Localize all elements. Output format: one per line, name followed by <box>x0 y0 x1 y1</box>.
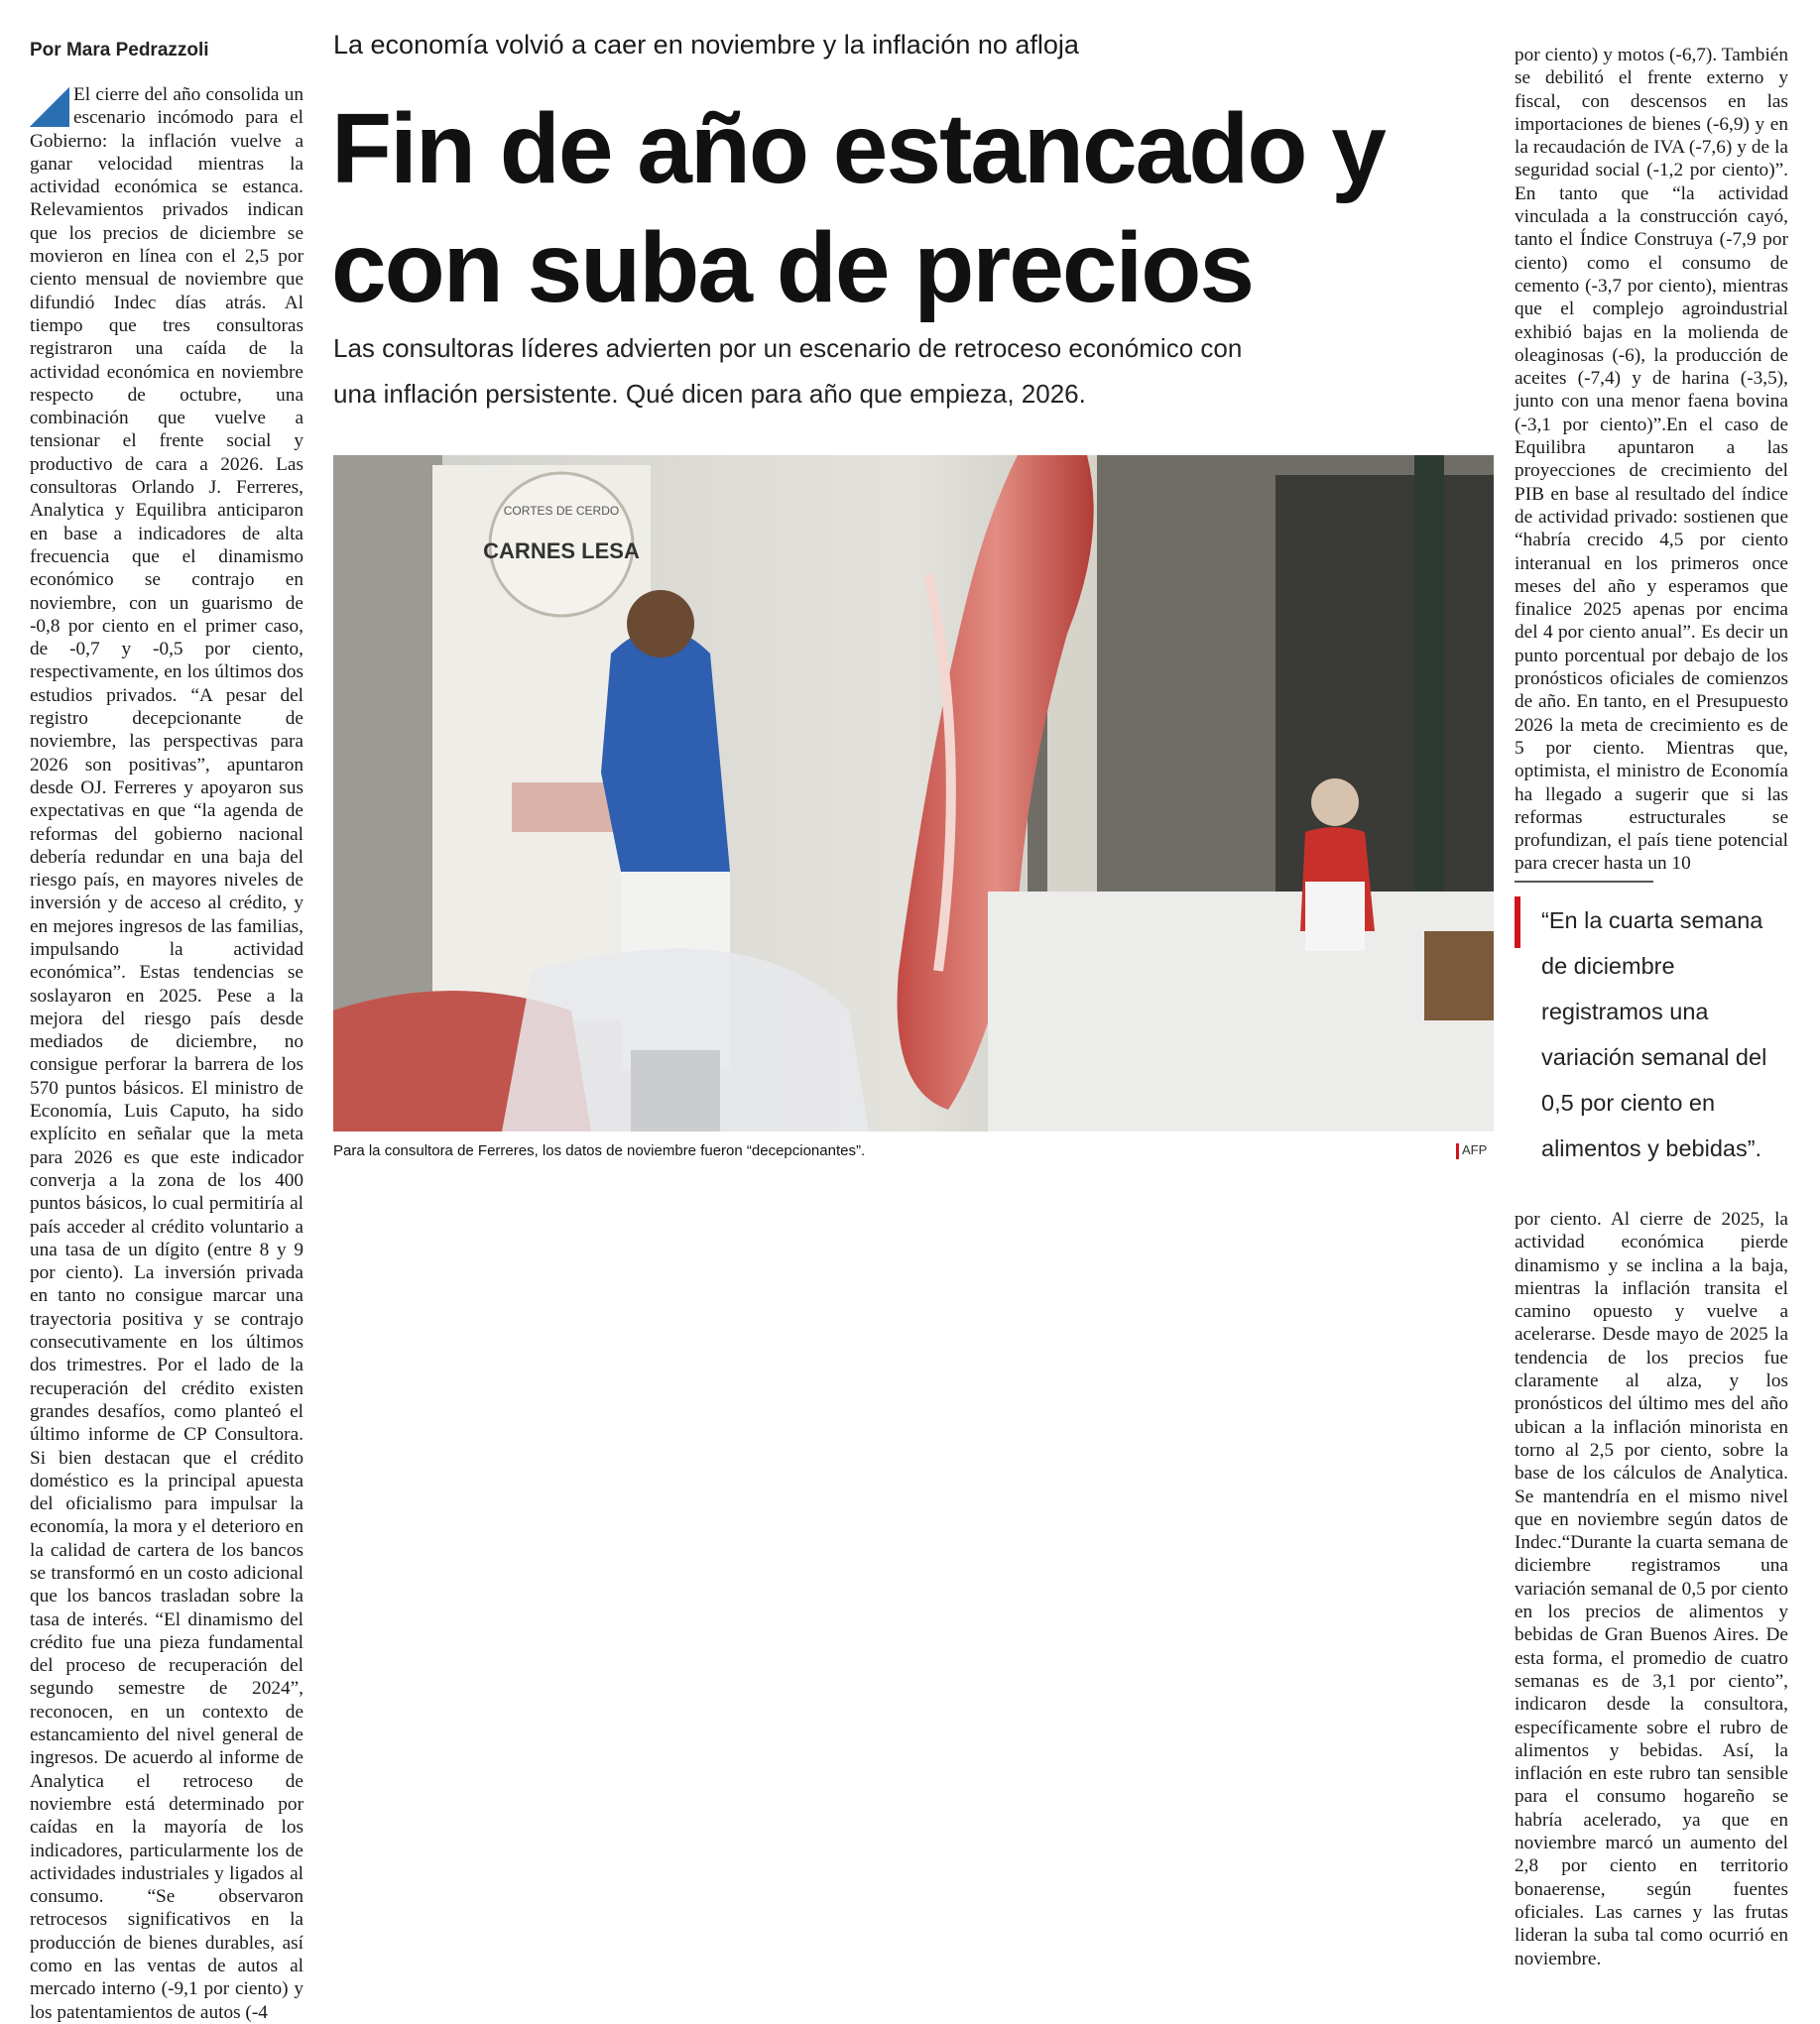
article-column-left <box>30 83 303 2024</box>
byline: Por Mara Pedrazzoli <box>30 40 209 60</box>
credit-marker <box>1456 1143 1459 1159</box>
photo-butcher-shop <box>333 455 1494 1131</box>
sign-text-main: CARNES LESA <box>483 538 640 563</box>
pullquote-bar <box>1515 896 1520 948</box>
column-left-text: El cierre del año consolida un escenario incómodo para el Gobierno: la inflación vuelve a ganar velocidad mientras la actividad económica se estanca. Relevamientos privados indican que los precios de diciembre se movieron en línea con el 2,5 por ciento mensual de noviembre que difundió Indec días atrás. Al tiempo que tres consultoras registraron una caída de la actividad económica en noviembre respecto de octubre, una combinación que vuelve a tensionar el frente social y productivo de cara a 2026. Las consultoras Orlando J. Ferreres, Analytica y Equilibra anticiparon en base a indicadores de alta frecuencia que el dinamismo económico se contrajo en noviembre, con un guarismo de -0,8 por ciento en el primer caso, de -0,7 y -0,5 por ciento, respectivamente, en los últimos dos estudios privados. “A pesar del registro decepcionante de noviembre, las perspectivas para 2026 son positivas”, apuntaron desde OJ. Ferreres y apoyaron sus expectativas en que “la agenda de reformas del gobierno nacional debería redundar en una baja del riesgo país, en mayores niveles de inversión y de acceso al crédito, y en mejores ingresos de las familias, impulsando la actividad económica”. Estas tendencias se soslayaron en 2025. Pese a la mejora del riesgo país desde mediados de diciembre, no consigue perforar la barrera de los 570 puntos básicos. El ministro de Economía, Luis Caputo, ha sido explícito en señalar que la meta para 2026 es que este indicador converja a la zona de los 400 puntos básicos, lo cual permitiría al país acceder al crédito voluntario a una tasa de un dígito (entre 8 y 9 por ciento). La inversión privada en tanto no consigue marcar una trayectoria positiva y se contrajo consecutivamente en los últimos dos trimestres. Por el lado de la recuperación del crédito existen grandes desafíos, como planteó el último informe de CP Consultora. Si bien destacan que el crédito doméstico es la principal apuesta del oficialismo para impulsar la economía, la mora y el deterioro en la calidad de cartera de los bancos se transformó en un costo adicional que los bancos trasladan sobre la tasa de interés. “El dinamismo del crédito fue una pieza fundamental del proceso de recuperación del segundo semestre de 2024”, reconocen, en un contexto de estancamiento del nivel general de ingresos. De acuerdo al informe de Analytica el retroceso de noviembre está determinado por caídas en la mayoría de los indicadores, particularmente los de actividades industriales y ligados al consumo. “Se observaron retrocesos significativos en la producción de bienes durables, así como en las ventas de autos al mercado interno (-9,1 por ciento) y los patentamientos de autos (-4 <box>30 84 303 2023</box>
kicker: La economía volvió a caer en noviembre y la inflación no afloja <box>333 30 1079 60</box>
pullquote: “En la cuarta semana de diciembre registramos una variación semanal del 0,5 por ciento en alimentos y bebidas”. <box>1541 907 1767 1161</box>
sign-text-top: CORTES DE CERDO <box>503 504 620 518</box>
photo-credit: AFP <box>1462 1142 1488 1157</box>
drop-triangle-icon <box>30 87 69 127</box>
photo-caption: Para la consultora de Ferreres, los datos de noviembre fueron “decepcionantes”. <box>333 1142 866 1159</box>
pullquote-rule <box>1515 881 1653 883</box>
deck: Las consultoras líderes advierten por un escenario de retroceso económico con una inflación persistente. Qué dicen para año que empieza, 2026. <box>333 333 1243 409</box>
article-column-right-bottom: por ciento. Al cierre de 2025, la actividad económica pierde dinamismo y se inclina a la baja, mientras la inflación transita el camino opuesto y vuelve a acelerarse. Desde mayo de 2025 la tendencia de los precios fue claramente al alza, y los pronósticos del último mes del año ubican a la inflación minorista en torno al 2,5 por ciento, sobre la base de los cálculos de Analytica. Se mantendría en el mismo nivel que en noviembre según datos de Indec.“Durante la cuarta semana de diciembre registramos una variación semanal de 0,5 por ciento en los precios de alimentos y bebidas de Gran Buenos Aires. De esta forma, el promedio de cuatro semanas es de 3,1 por ciento”, indicaron desde la consultora, específicamente sobre el rubro de alimentos y bebidas. Así, la inflación en este rubro tan sensible para el consumo hogareño se habría acelerado, ya que en noviembre marcó un aumento del 2,8 por ciento en territorio bonaerense, según fuentes oficiales. Las carnes y las frutas lideran la suba tal como ocurrió en noviembre. <box>1515 1209 1788 1969</box>
headline: Fin de año estancado y con suba de precios <box>331 93 1385 323</box>
article-column-right-top: por ciento) y motos (-6,7). También se debilitó el frente externo y fiscal, con descensos en las importaciones de bienes (-6,9) y en la recaudación de IVA (-7,6) y de la seguridad social (-1,2 por ciento)”. En tanto que “la actividad vinculada a la construcción cayó, tanto el Índice Construya (-7,9 por ciento) como el consumo de cemento (-3,7 por ciento), mientras que el complejo agroindustrial exhibió bajas en la molienda de oleaginosas (-6), la producción de aceites (-7,4) y de harina (-3,5), junto con una menor faena bovina (-3,1 por ciento)”.En el caso de Equilibra apuntaron a las proyecciones de crecimiento del PIB en base al resultado del índice de actividad privado: sostienen que “habría crecido 4,5 por ciento interanual en los primeros once meses del año y esperamos que finalice 2025 apenas por encima del 4 por ciento anual”. Es decir un punto porcentual por debajo de los pronósticos oficiales de comienzos de año. En tanto, en el Presupuesto 2026 la meta de crecimiento es de 5 por ciento. Mientras que, optimista, el ministro de Economía ha llegado a sugerir que si las reformas estructurales se profundizan, el país tiene potencial para crecer hasta un 10 <box>1515 45 1788 875</box>
